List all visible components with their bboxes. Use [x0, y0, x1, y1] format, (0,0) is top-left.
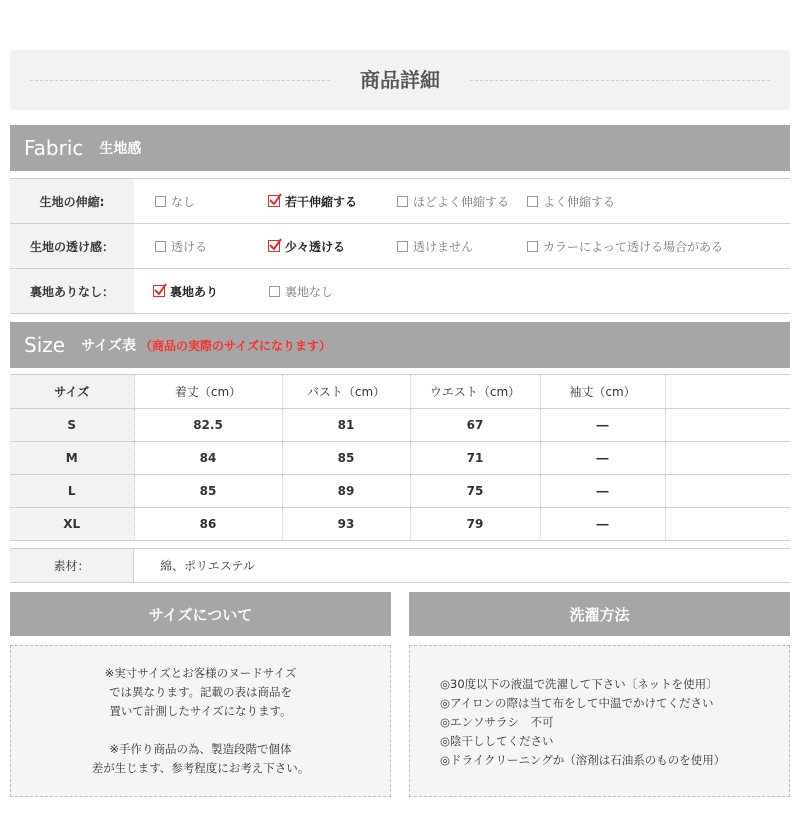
page-title-bar [10, 50, 790, 110]
table-cell [665, 508, 790, 541]
table-cell: 67 [410, 409, 540, 442]
column-header: サイズ [10, 375, 134, 409]
table-cell: 82.5 [134, 409, 282, 442]
stretch-option-none: なし [155, 179, 195, 223]
table-cell [665, 475, 790, 508]
checkbox-empty-icon [155, 241, 166, 252]
lining-row [10, 269, 790, 314]
about-size-panel [10, 645, 391, 797]
title-divider-right [470, 80, 770, 81]
material-value: 綿、ポリエステル [160, 559, 255, 573]
sheer-option-slight: 少々透ける [268, 224, 345, 268]
size-cell: S [10, 409, 134, 442]
about-size-line: 置いて計測したサイズになります。 [109, 704, 292, 718]
washing-line: ◎30度以下の液温で洗濯して下さい〔ネットを使用〕 [440, 677, 718, 691]
column-header: ウエスト（cm） [410, 375, 540, 409]
table-cell: ― [540, 442, 665, 475]
page-title: 商品詳細 [360, 68, 440, 92]
table-cell: 79 [410, 508, 540, 541]
checkbox-checked-icon [268, 240, 280, 252]
fabric-heading-en: Fabric [24, 136, 84, 160]
column-header: 着丈（cm） [134, 375, 282, 409]
stretch-row [10, 179, 790, 224]
washing-line: ◎陰干ししてください [440, 734, 554, 748]
table-cell [665, 409, 790, 442]
size-heading-jp: サイズ表 [81, 338, 136, 354]
size-cell: XL [10, 508, 134, 541]
table-row [10, 508, 790, 541]
table-cell: 85 [134, 475, 282, 508]
stretch-option-high: よく伸縮する [527, 179, 615, 223]
checkbox-checked-icon [268, 195, 280, 207]
stretch-option-moderate: ほどよく伸縮する [397, 179, 509, 223]
size-table-header [10, 375, 790, 409]
checkbox-empty-icon [397, 196, 408, 207]
fabric-heading-jp: 生地感 [99, 141, 142, 157]
about-size-line: ※手作り商品の為、製造段階で個体 [109, 742, 292, 756]
about-size-line: ※実寸サイズとお客様のヌードサイズ [104, 666, 297, 680]
table-cell: ― [540, 475, 665, 508]
checkbox-empty-icon [527, 196, 538, 207]
about-size-line: 差が生じます、参考程度にお考え下さい。 [91, 761, 310, 775]
washing-header: 洗濯方法 [409, 592, 790, 636]
table-cell: 84 [134, 442, 282, 475]
about-size-line: では異なります。記載の表は商品を [108, 685, 293, 699]
size-cell: L [10, 475, 134, 508]
washing-panel [409, 645, 790, 797]
table-row [10, 409, 790, 442]
table-cell: 93 [282, 508, 410, 541]
fabric-properties [10, 178, 790, 314]
material-label: 素材： [10, 549, 134, 582]
sheer-row [10, 224, 790, 269]
table-cell: 86 [134, 508, 282, 541]
about-size-header: サイズについて [10, 592, 391, 636]
material-row [10, 548, 790, 583]
table-cell: 75 [410, 475, 540, 508]
checkbox-empty-icon [397, 241, 408, 252]
column-header: 袖丈（cm） [540, 375, 665, 409]
washing-line: ◎エンソサラシ 不可 [440, 715, 554, 729]
table-cell: 85 [282, 442, 410, 475]
checkbox-empty-icon [155, 196, 166, 207]
table-cell: 71 [410, 442, 540, 475]
sheer-option-yes: 透ける [155, 224, 207, 268]
checkbox-empty-icon [269, 286, 280, 297]
table-cell: 81 [282, 409, 410, 442]
table-cell: ― [540, 508, 665, 541]
fabric-section-header [10, 125, 790, 171]
sheer-label: 生地の透け感： [10, 224, 134, 268]
checkbox-empty-icon [527, 241, 538, 252]
about-size-line [11, 721, 390, 740]
size-section-header [10, 322, 790, 368]
stretch-label: 生地の伸縮: [10, 179, 134, 223]
checkbox-checked-icon [153, 285, 165, 297]
washing-line: ◎ドライクリーニングか（溶剤は石油系のものを使用） [440, 753, 726, 767]
lining-option-yes: 裏地あり [153, 269, 218, 313]
title-divider-left [30, 80, 330, 81]
sheer-option-no: 透けません [397, 224, 473, 268]
size-table [10, 374, 790, 541]
size-cell: M [10, 442, 134, 475]
sheer-option-color-dependent: カラーによって透ける場合がある [527, 224, 723, 268]
lining-label: 裏地ありなし： [10, 269, 134, 313]
table-cell: 89 [282, 475, 410, 508]
column-header [665, 375, 790, 409]
washing-line: ◎アイロンの際は当て布をして中温でかけてください [440, 696, 714, 710]
table-cell [665, 442, 790, 475]
table-cell: ― [540, 409, 665, 442]
table-row [10, 475, 790, 508]
size-heading-note: （商品の実際のサイズになります） [139, 338, 331, 353]
column-header: バスト（cm） [282, 375, 410, 409]
stretch-option-slight: 若干伸縮する [268, 179, 357, 223]
table-row [10, 442, 790, 475]
lining-option-no: 裏地なし [269, 269, 333, 313]
size-heading-en: Size [24, 333, 66, 357]
